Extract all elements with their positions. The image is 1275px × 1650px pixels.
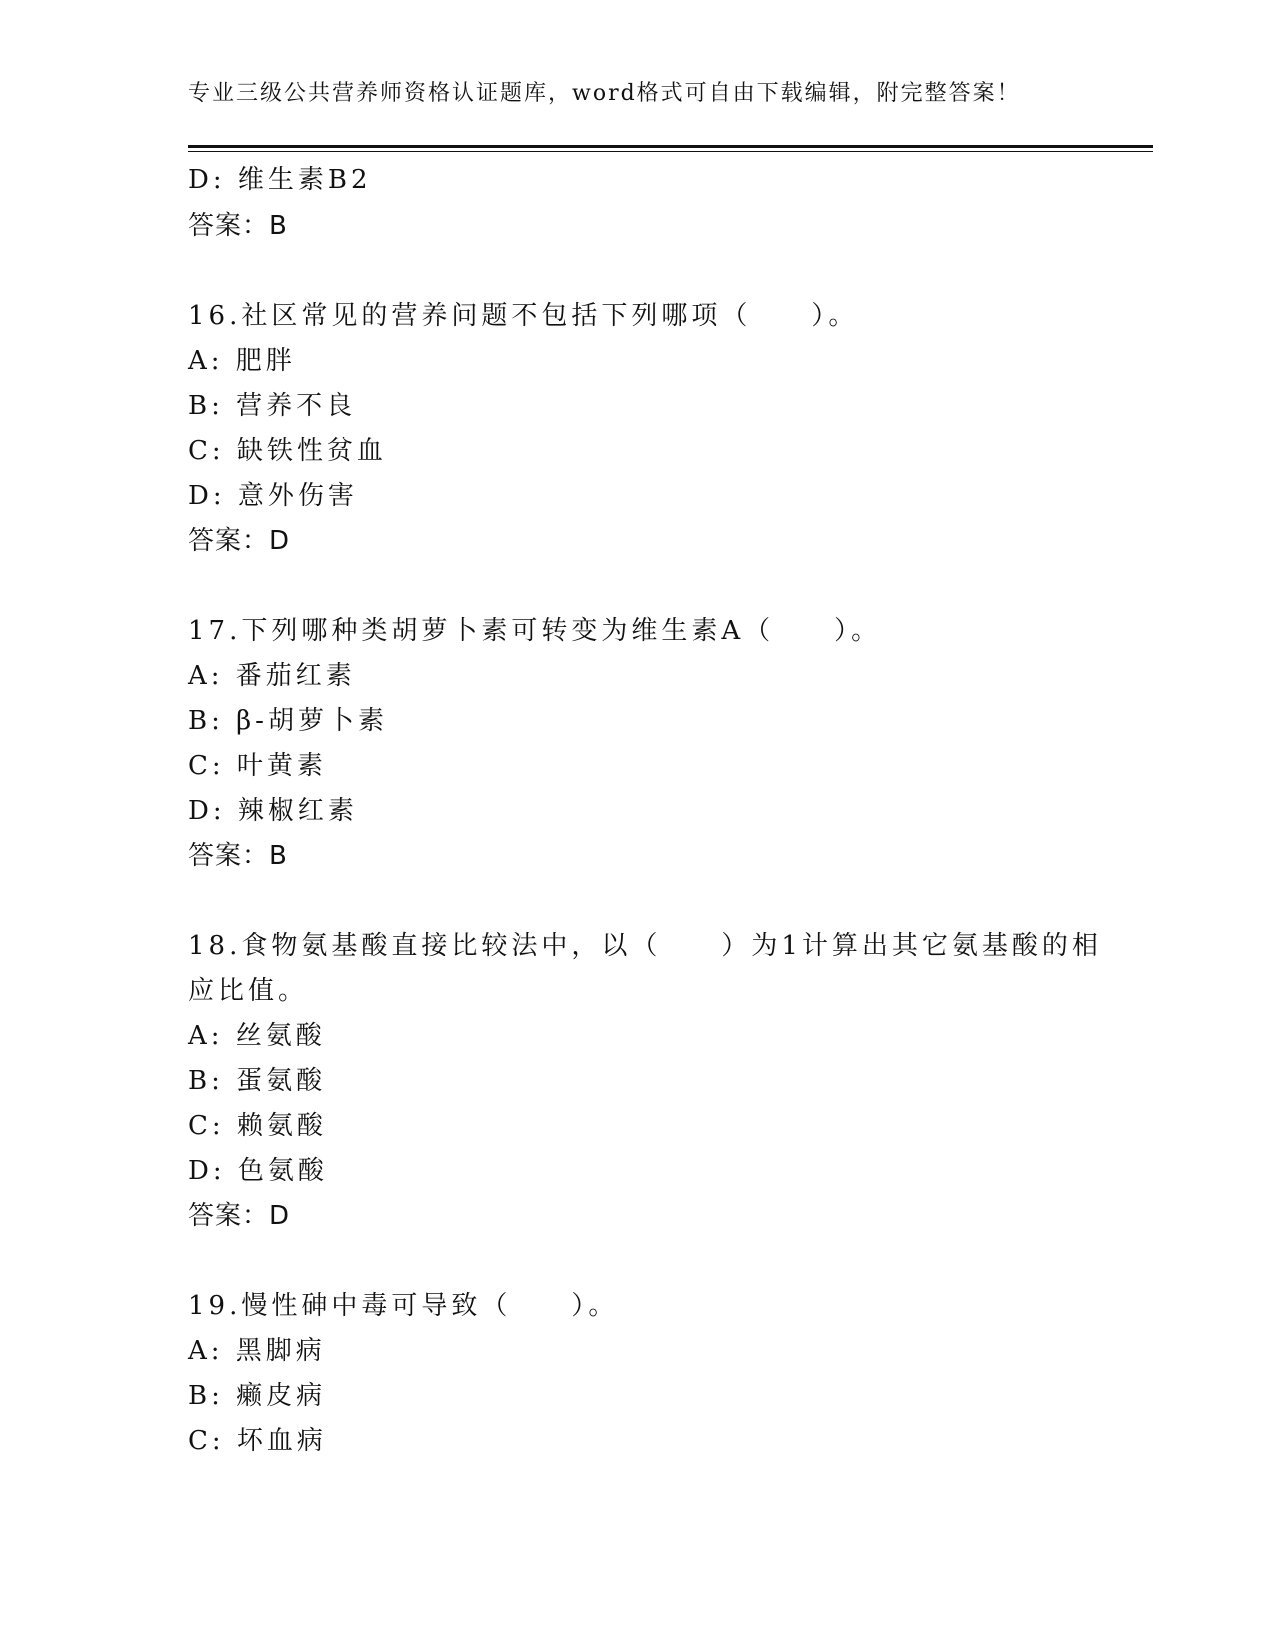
q18-answer: 答案：D — [188, 1201, 291, 1231]
q16-option-c: C: 缺铁性贫血 — [188, 436, 387, 466]
q16-stem: 16.社区常见的营养问题不包括下列哪项（ ）。 — [188, 301, 859, 331]
q19-option-b: B: 癞皮病 — [188, 1381, 327, 1411]
q17-option-d: D: 辣椒红素 — [188, 796, 358, 826]
q17-option-a: A: 番茄红素 — [188, 661, 356, 691]
header-rule-thin — [188, 151, 1153, 152]
q16-answer: 答案：D — [188, 526, 291, 556]
q19-option-c: C: 坏血病 — [188, 1426, 327, 1456]
q15-answer: 答案：B — [188, 211, 288, 241]
q18-option-a: A: 丝氨酸 — [188, 1021, 326, 1051]
q18-stem-line2: 应比值。 — [188, 976, 309, 1006]
page-header: 专业三级公共营养师资格认证题库，word格式可自由下载编辑，附完整答案！ — [188, 81, 1021, 106]
q16-option-a: A: 肥胖 — [188, 346, 296, 376]
q17-answer: 答案：B — [188, 841, 288, 871]
q17-option-c: C: 叶黄素 — [188, 751, 327, 781]
q15-option-d: D: 维生素B2 — [188, 165, 372, 195]
q19-stem: 19.慢性砷中毒可导致（ ）。 — [188, 1291, 619, 1321]
q18-stem-line1: 18.食物氨基酸直接比较法中，以（ ）为1计算出其它氨基酸的相 — [188, 931, 1102, 961]
q18-option-c: C: 赖氨酸 — [188, 1111, 327, 1141]
q17-stem: 17.下列哪种类胡萝卜素可转变为维生素A（ ）。 — [188, 616, 882, 646]
header-rule-thick — [188, 145, 1153, 148]
q17-option-b: B: β-胡萝卜素 — [188, 706, 388, 736]
q18-option-b: B: 蛋氨酸 — [188, 1066, 327, 1096]
q16-option-d: D: 意外伤害 — [188, 481, 358, 511]
q16-option-b: B: 营养不良 — [188, 391, 357, 421]
q19-option-a: A: 黑脚病 — [188, 1336, 326, 1366]
q18-option-d: D: 色氨酸 — [188, 1156, 328, 1186]
